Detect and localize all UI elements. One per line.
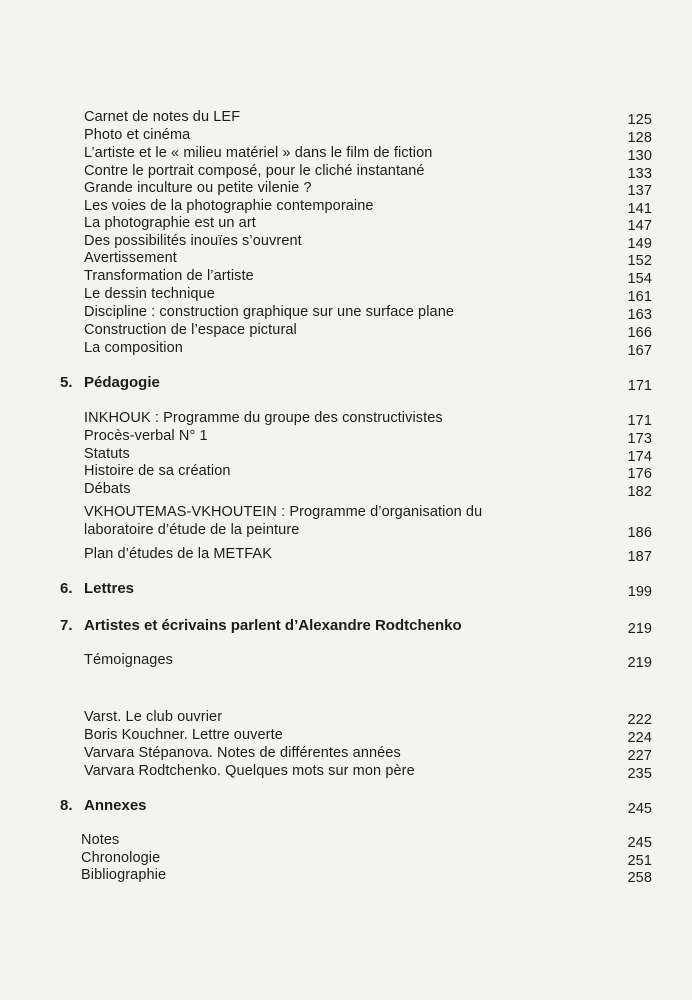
- toc-entry-title: Carnet de notes du LEF: [84, 109, 241, 125]
- toc-entry-page: 182: [627, 484, 652, 500]
- toc-entry: [84, 107, 652, 127]
- toc-entry-page: 133: [627, 166, 652, 182]
- toc-entry: [84, 178, 652, 198]
- toc-entry-title: Photo et cinéma: [84, 127, 191, 143]
- toc-entry: [84, 248, 652, 268]
- section-number: 5.: [60, 374, 73, 391]
- toc-entry-page: 147: [627, 218, 652, 234]
- section-number: 8.: [60, 797, 73, 814]
- toc-entry-title: Témoignages: [84, 652, 173, 668]
- toc-entry: [84, 725, 652, 745]
- toc-entry-title: Débats: [84, 481, 131, 497]
- toc-entry-title: Notes: [81, 832, 120, 848]
- toc-entry-title: Boris Kouchner. Lettre ouverte: [84, 727, 283, 743]
- toc-entry: [84, 320, 652, 340]
- toc-entry-page: 161: [627, 289, 652, 305]
- toc-entry-page: 137: [627, 183, 652, 199]
- toc-entry-title: VKHOUTEMAS-VKHOUTEIN : Programme d’organisation du laboratoire d’étude de la peinture: [84, 504, 483, 538]
- toc-entry-page: 186: [627, 525, 652, 541]
- toc-entry-page: 258: [627, 870, 652, 886]
- toc-entry: [84, 426, 652, 446]
- toc-entry-title: Le dessin technique: [84, 286, 215, 302]
- toc-entry-title: Histoire de sa création: [84, 463, 231, 479]
- toc-entry-title: L’artiste et le « milieu matériel » dans le film de fiction: [84, 145, 433, 161]
- toc-entry-title: Contre le portrait composé, pour le cliché instantané: [84, 163, 425, 179]
- toc-entry: [84, 408, 652, 428]
- toc-entry-page: 125: [627, 112, 652, 128]
- toc-entry-page: 167: [627, 343, 652, 359]
- section-title: Pédagogie: [84, 374, 160, 391]
- toc-entry-title: Discipline : construction graphique sur une surface plane: [84, 304, 455, 320]
- toc-entry-page: 251: [627, 853, 652, 869]
- toc-entry-title: Varst. Le club ouvrier: [84, 709, 223, 725]
- section-title: Lettres: [84, 580, 135, 597]
- toc-entry: [81, 830, 652, 850]
- toc-entry: [84, 302, 652, 322]
- section-page: 171: [627, 378, 652, 394]
- toc-section-heading: [60, 578, 652, 600]
- toc-entry-title: Des possibilités inouïes s’ouvrent: [84, 233, 302, 249]
- toc-entry-page: 154: [627, 271, 652, 287]
- toc-entry-page: 227: [627, 748, 652, 764]
- toc-entry-page: 166: [627, 325, 652, 341]
- toc-entry-title: INKHOUK : Programme du groupe des constructivistes: [84, 410, 443, 426]
- section-page: 219: [627, 621, 652, 637]
- toc-entry-page: 235: [627, 766, 652, 782]
- toc-entry-page: 222: [627, 712, 652, 728]
- toc-entry: [84, 266, 652, 286]
- toc-entry-title: Statuts: [84, 446, 130, 462]
- toc-entry-page: 224: [627, 730, 652, 746]
- toc-entry-title: Varvara Stépanova. Notes de différentes années: [84, 745, 401, 761]
- toc-entry: [84, 479, 652, 499]
- toc-entry: [84, 461, 652, 481]
- toc-entry: [81, 865, 652, 885]
- toc-entry-title: La composition: [84, 340, 183, 356]
- toc-entry: [84, 544, 652, 564]
- toc-entry: [84, 503, 652, 543]
- toc-entry-title: Construction de l’espace pictural: [84, 322, 297, 338]
- toc-entry-page: 171: [627, 413, 652, 429]
- toc-entry-title: Transformation de l’artiste: [84, 268, 254, 284]
- toc-entry: [84, 761, 652, 781]
- toc-entry-page: 245: [627, 835, 652, 851]
- toc-entry: [84, 213, 652, 233]
- toc-section-heading: [60, 795, 652, 817]
- toc-entry: [84, 143, 652, 163]
- toc-entry-page: 152: [627, 253, 652, 269]
- toc-entry: [84, 707, 652, 727]
- toc-entry: [84, 743, 652, 763]
- toc-entry-page: 163: [627, 307, 652, 323]
- toc-entry-page: 130: [627, 148, 652, 164]
- toc-entry-page: 174: [627, 449, 652, 465]
- toc-entry-title: Procès-verbal N° 1: [84, 428, 208, 444]
- toc-entry-title: La photographie est un art: [84, 215, 256, 231]
- toc-entry: [84, 284, 652, 304]
- toc-entry: [84, 338, 652, 358]
- toc-entry-title: Grande inculture ou petite vilenie ?: [84, 180, 312, 196]
- toc-entry-title: Bibliographie: [81, 867, 167, 883]
- toc-entry-title: Chronologie: [81, 850, 161, 866]
- section-page: 199: [627, 584, 652, 600]
- section-page: 245: [627, 801, 652, 817]
- toc-section-heading: [60, 372, 652, 394]
- section-title: Artistes et écrivains parlent d’Alexandre Rodtchenko: [84, 617, 462, 634]
- toc-entry: [84, 650, 652, 670]
- toc-entry-title: Varvara Rodtchenko. Quelques mots sur mon père: [84, 763, 415, 779]
- toc-entry-page: 128: [627, 130, 652, 146]
- toc-entry-page: 187: [627, 549, 652, 565]
- toc-entry-title: Avertissement: [84, 250, 177, 266]
- section-number: 7.: [60, 617, 73, 634]
- toc-entry-page: 173: [627, 431, 652, 447]
- toc-entry-page: 141: [627, 201, 652, 217]
- toc-entry-page: 149: [627, 236, 652, 252]
- toc-section-heading: [60, 615, 652, 637]
- section-title: Annexes: [84, 797, 147, 814]
- section-number: 6.: [60, 580, 73, 597]
- toc-entry-title: Les voies de la photographie contemporaine: [84, 198, 374, 214]
- toc-entry-page: 176: [627, 466, 652, 482]
- toc-entry: [84, 125, 652, 145]
- toc-entry-title: Plan d’études de la METFAK: [84, 546, 272, 562]
- toc-entry-page: 219: [627, 655, 652, 671]
